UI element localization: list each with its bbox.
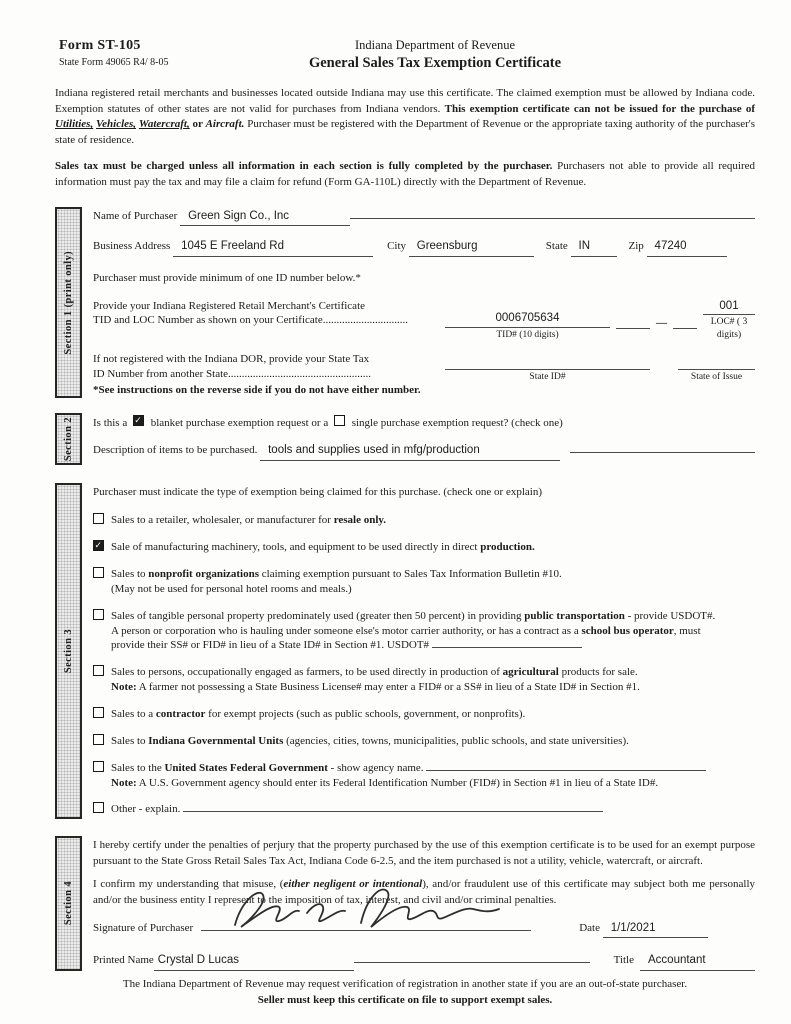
exemption-item-indiana-governmental	[93, 734, 755, 749]
description-line-extension[interactable]	[570, 452, 755, 453]
printed-name-field[interactable]: Crystal D Lucas	[154, 953, 354, 971]
indiana-governmental-checkbox[interactable]	[93, 734, 104, 745]
loc-separator-line	[673, 328, 697, 329]
state-tax-instruction-line1: If not registered with the Indiana DOR, provide your State Tax	[93, 352, 370, 365]
section-3-bar	[55, 483, 82, 820]
sales-tax-warning: Sales tax must be charged unless all information in each section is fully completed by the purchaser.	[55, 160, 553, 173]
item-text: (agencies, cities, towns, municipalities, public schools, and state universities).	[283, 734, 629, 747]
confirm-italic-text: either negligent or intentional	[283, 878, 423, 891]
item-text: Sales to	[111, 734, 149, 747]
is-this-a-label: Is this a	[93, 417, 128, 430]
business-address-field[interactable]: 1045 E Freeland Rd	[173, 239, 373, 257]
signature-of-purchaser-label: Signature of Purchaser	[93, 921, 194, 934]
printed-name-label: Printed Name	[93, 954, 154, 967]
item-bold: United States Federal Government	[164, 761, 328, 774]
exemption-item-manufacturing	[93, 540, 755, 555]
item-text: Sales to a retailer, wholesaler, or manufacturer for	[111, 514, 334, 527]
utilities-term: Utilities,	[55, 118, 94, 131]
state-tax-instruction-line2: ID Number from another State....................................................	[93, 367, 372, 380]
loc-number-field[interactable]: 001	[703, 299, 755, 316]
certify-paragraph: I hereby certify under the penalties of perjury that the property purchased by the use of this exemption certificate is to be used for an exempt purpose pursuant to the State Gross Retail Sales Tax Act, Indiana Code 6-2.5, and the item purchased is not a utility, vehicle, watercraft, or aircraft.	[93, 839, 755, 867]
intro-text: Indiana registered retail merchants and businesses located outside Indiana may use this certificate. The claimed exemption must be allowed by Indiana code. Exemption statutes of other states are not valid for purchases from Indiana vendors.	[55, 87, 755, 115]
note-text: A farmer not possessing a State Business License# may enter a FID# or a SS# in lieu of a State ID# in Section #1.	[136, 681, 640, 694]
other-checkbox[interactable]	[93, 802, 104, 813]
intro-or: or	[189, 118, 206, 131]
item-text-line3: provide their SS# or FID# in lieu of a State ID# in Section #1. USDOT#	[111, 639, 430, 652]
date-label: Date	[579, 921, 600, 934]
zip-label: Zip	[628, 240, 644, 253]
item-text: - provide USDOT#.	[624, 609, 716, 622]
manufacturing-checkbox[interactable]	[93, 540, 104, 551]
public-transportation-checkbox[interactable]	[93, 609, 104, 620]
date-field[interactable]: 1/1/2021	[603, 921, 708, 939]
section-1	[55, 207, 755, 399]
section-1-bar	[55, 207, 82, 399]
header	[55, 38, 755, 72]
form-number: Form ST-105	[59, 38, 141, 53]
check-icon: ✓	[134, 415, 142, 426]
item-text: Other - explain.	[111, 803, 181, 816]
item-text: Sales to	[111, 568, 149, 581]
item-bold: nonprofit organizations	[148, 568, 260, 581]
footer	[55, 977, 755, 1009]
item-text: for exempt projects (such as public schools, government, or nonprofits).	[205, 708, 526, 720]
exemption-item-contractor	[93, 707, 755, 722]
section-2	[55, 413, 755, 464]
see-instructions-note: *See instructions on the reverse side if you do not have either number.	[93, 384, 421, 397]
other-explain-field[interactable]	[183, 811, 603, 812]
footer-verification-note: The Indiana Department of Revenue may request verification of registration in another state if you are an out-of-state purchaser.	[122, 977, 688, 990]
item-bold-line2: school bus operator	[581, 624, 674, 637]
item-text: Sales to a	[111, 708, 156, 720]
item-text: Sales to the	[111, 761, 165, 774]
watercraft-term: Watercraft,	[138, 118, 190, 131]
vehicles-term: Vehicles,	[96, 118, 137, 131]
exemption-item-other	[93, 802, 755, 817]
description-field[interactable]: tools and supplies used in mfg/production	[260, 443, 560, 461]
tid-number-field[interactable]: 0006705634	[445, 311, 610, 328]
blanket-purchase-label: blanket purchase exemption request or a	[150, 417, 329, 430]
exemption-item-resale	[93, 513, 755, 528]
check-icon: ✓	[94, 540, 103, 551]
item-bold: Indiana Governmental Units	[148, 734, 284, 747]
single-purchase-checkbox[interactable]	[334, 415, 345, 426]
note-label: Note:	[111, 776, 137, 789]
item-text-line2: (May not be used for personal hotel rooms and meals.)	[111, 582, 352, 595]
item-text: Sale of manufacturing machinery, tools, and equipment to be used directly in direct	[111, 541, 481, 554]
agricultural-checkbox[interactable]	[93, 665, 104, 676]
name-line-extension[interactable]	[350, 218, 755, 219]
purchaser-signature	[221, 883, 521, 933]
state-field[interactable]: IN	[571, 239, 617, 257]
item-text: products for sale.	[558, 666, 638, 679]
item-bold: public transportation	[524, 609, 625, 622]
note-text: A U.S. Government agency should enter its Federal Identification Number (FID#) in Section #1 in lieu of a State ID#.	[136, 776, 659, 789]
confirm-text-end: ), and/or fraudulent use of this certificate may subject both me personally and/or the business entity I represent to the imposition of tax, interest, and civil and/or criminal penalties.	[93, 878, 756, 907]
tid-loc-dash: —	[656, 316, 667, 329]
nonprofit-checkbox[interactable]	[93, 567, 104, 578]
item-text: Sales of tangible personal property predominately used (greater then 50 percent) in providing	[111, 609, 525, 622]
title-field[interactable]: Accountant	[640, 953, 755, 971]
signature-line[interactable]	[201, 917, 531, 931]
state-form-number: State Form 49065 R4/ 8-05	[59, 57, 169, 68]
tid-instruction-line2: TID and LOC Number as shown on your Certificate...............................	[93, 314, 408, 327]
contractor-checkbox[interactable]	[93, 707, 104, 718]
section-4	[55, 836, 755, 970]
usdot-field[interactable]	[432, 647, 582, 648]
city-field[interactable]: Greensburg	[409, 239, 534, 257]
name-of-purchaser-label: Name of Purchaser	[93, 209, 178, 222]
note-label: Note:	[111, 681, 137, 694]
item-text: claiming exemption pursuant to Sales Tax Information Bulletin #10.	[259, 568, 562, 581]
printed-name-line-extension[interactable]	[354, 950, 590, 963]
zip-field[interactable]: 47240	[647, 239, 727, 257]
resale-checkbox[interactable]	[93, 513, 104, 524]
agency-name-field[interactable]	[426, 770, 706, 771]
state-of-issue-caption: State of Issue	[690, 372, 743, 383]
item-bold: contractor	[155, 708, 206, 720]
intro-text-end: Purchaser must be registered with the Department of Revenue or the appropriate taxing authority of the purchaser's state of residence.	[55, 118, 756, 146]
intro-bold-text: This exemption certificate can not be issued for the purchase of	[444, 102, 755, 115]
description-label: Description of items to be purchased.	[93, 444, 258, 457]
state-label: State	[545, 240, 568, 253]
intro-paragraph-2	[55, 159, 755, 190]
state-of-issue-field[interactable]	[678, 357, 755, 370]
footer-seller-note: Seller must keep this certificate on file to support exempt sales.	[257, 993, 553, 1006]
refund-info: Purchasers not able to provide all required information must pay the tax and may file a claim for refund (Form GA-110L) directly with the Department of Revenue.	[55, 160, 755, 189]
tid-caption: TID# (10 digits)	[496, 329, 559, 340]
loc-caption: LOC# ( 3 digits)	[710, 317, 748, 340]
section-2-label: Section 2	[63, 416, 74, 461]
item-bold: resale only.	[333, 514, 387, 527]
section-3	[55, 483, 755, 820]
title-label: Title	[613, 954, 634, 967]
item-text-line2-end: , must	[673, 624, 701, 637]
item-bold: agricultural	[502, 666, 559, 679]
state-id-caption: State ID#	[529, 372, 566, 383]
exemption-item-federal-government	[93, 761, 755, 791]
confirm-text: I confirm my understanding that misuse, (	[93, 878, 284, 891]
section-2-bar	[55, 413, 82, 464]
section-1-label: Section 1 (print only)	[63, 250, 74, 355]
exemption-item-nonprofit	[93, 567, 755, 597]
city-label: City	[387, 240, 407, 253]
department-name: Indiana Department of Revenue	[354, 38, 515, 52]
single-purchase-label: single purchase exemption request? (check one)	[351, 417, 563, 430]
federal-government-checkbox[interactable]	[93, 761, 104, 772]
intro-paragraph-1	[55, 86, 755, 148]
page-title: General Sales Tax Exemption Certificate	[308, 55, 562, 71]
aircraft-term: Aircraft.	[205, 118, 245, 131]
item-text: Sales to persons, occupationally engaged as farmers, to be used directly in production of	[111, 666, 503, 679]
blanket-purchase-checkbox[interactable]	[133, 415, 144, 426]
item-bold: production.	[480, 541, 535, 554]
item-text-line2: A person or corporation who is hauling under someone else's motor carrier authority, or has a contract as a	[111, 624, 582, 637]
minimum-id-note: Purchaser must provide minimum of one ID number below.*	[93, 271, 361, 284]
section-3-label: Section 3	[63, 628, 74, 673]
section-4-bar	[55, 836, 82, 970]
exemption-item-agricultural	[93, 665, 755, 695]
name-of-purchaser-field[interactable]: Green Sign Co., Inc	[180, 209, 350, 227]
business-address-label: Business Address	[93, 240, 171, 253]
section-3-instruction: Purchaser must indicate the type of exemption being claimed for this purchase. (check one or explain)	[93, 485, 543, 498]
tid-loc-separator-line	[616, 328, 650, 329]
item-text: - show agency name.	[327, 761, 424, 774]
exemption-item-public-transportation	[93, 609, 755, 654]
state-id-field[interactable]	[445, 357, 650, 370]
section-4-label: Section 4	[63, 881, 74, 926]
tid-instruction-line1: Provide your Indiana Registered Retail Merchant's Certificate	[93, 299, 366, 312]
